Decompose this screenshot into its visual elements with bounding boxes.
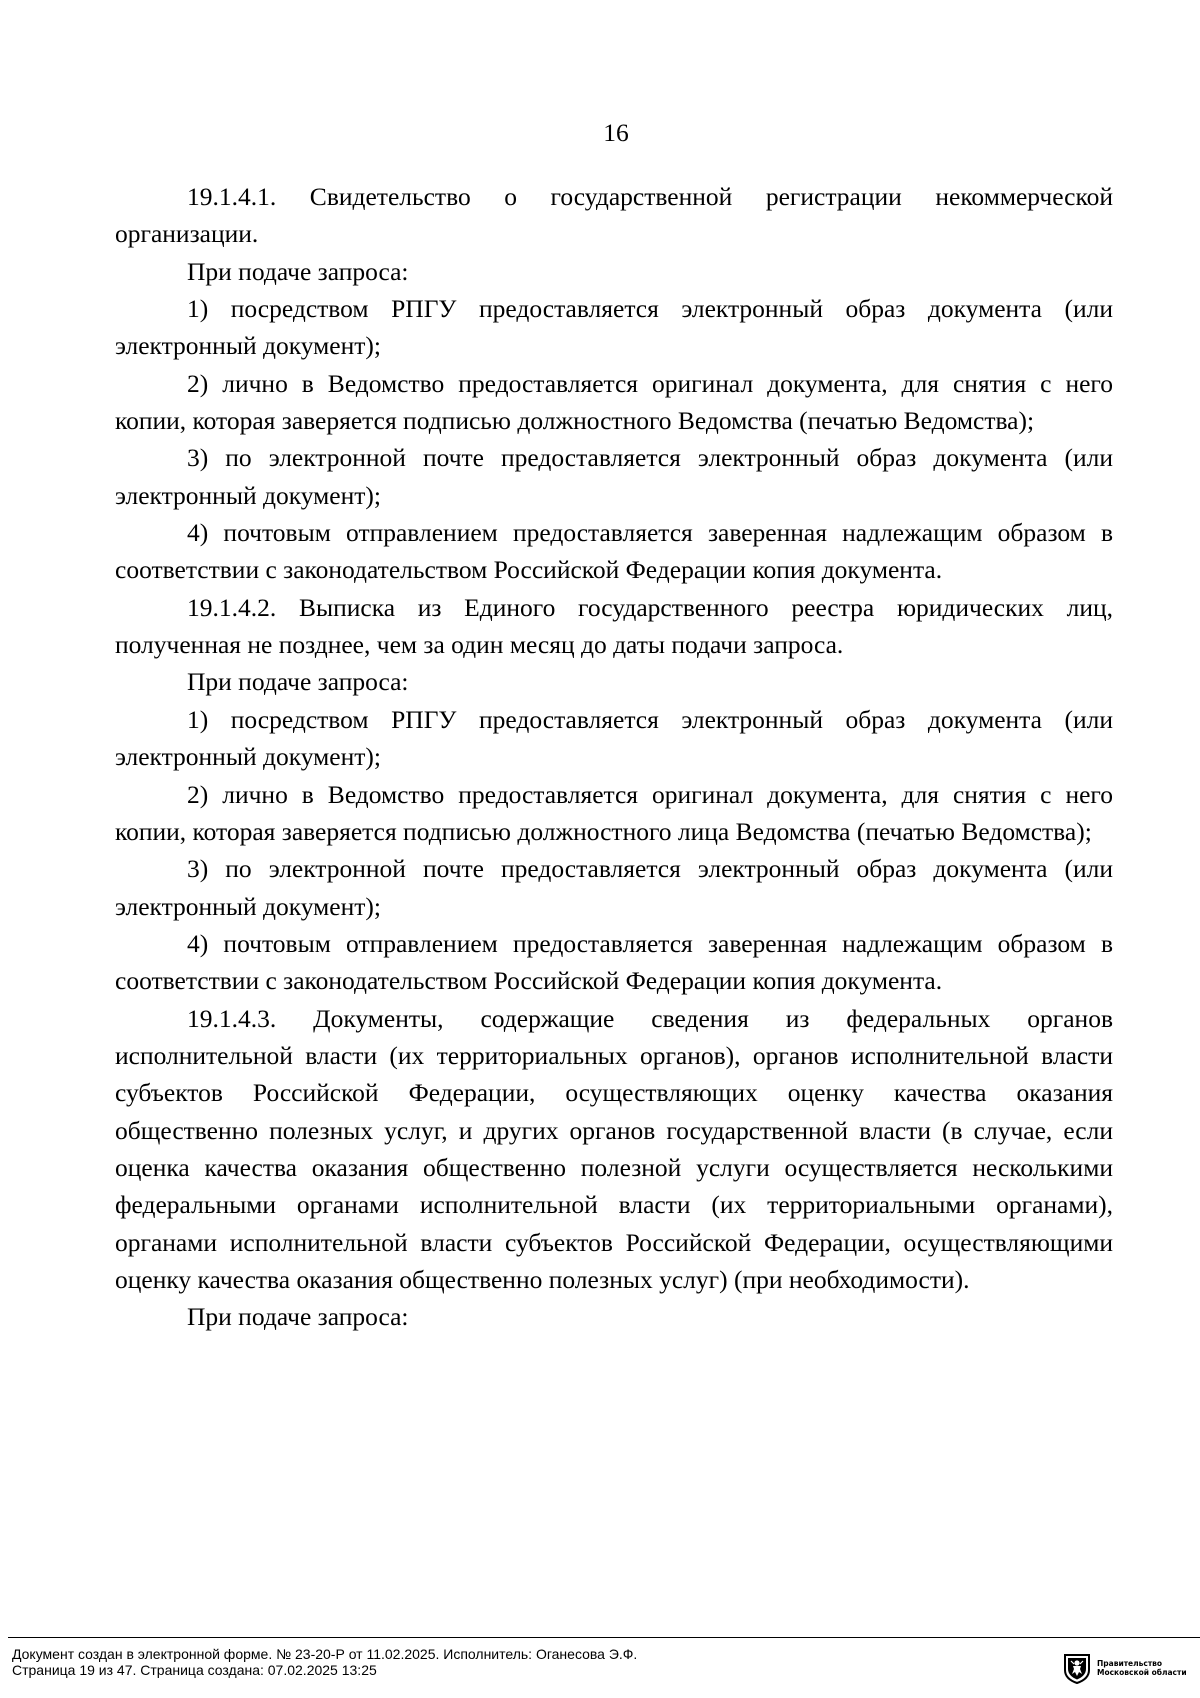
- paragraph-request-intro: При подаче запроса:: [187, 1302, 409, 1332]
- document-body: [115, 178, 1113, 1336]
- paragraph-request-intro: При подаче запроса:: [187, 256, 409, 286]
- paragraph-request-intro: При подаче запроса:: [187, 667, 409, 697]
- paragraph-19-1-4-2: 19.1.4.2. Выписка из Единого государственного реестра юридических лиц, полученная не позднее, чем за один месяц до даты подачи запроса.: [115, 592, 1113, 660]
- paragraph-19-1-4-1: 19.1.4.1. Свидетельство о государственной регистрации некоммерческой организации.: [115, 182, 1113, 249]
- list-item: 4) почтовым отправлением предоставляется заверенная надлежащим образом в соответствии с законодательством Российской Федерации копия документа.: [115, 518, 1113, 585]
- footer-info: [12, 1647, 637, 1678]
- list-item: 1) посредством РПГУ предоставляется электронный образ документа (или электронный документ);: [115, 294, 1113, 361]
- list-item: 2) лично в Ведомство предоставляется оригинал документа, для снятия с него копии, которая заверяется подписью должностного лица Ведомства (печатью Ведомства);: [115, 779, 1113, 846]
- paragraph-19-1-4-3: 19.1.4.3. Документы, содержащие сведения из федеральных органов исполнительной власти (их территориальных органов), органов исполнительной власти субъектов Российской Федерации, осуществляющих оценку качества оказания общественно полезных услуг, и других органов государственной власти (в случае, если оценка качества оказания общественно полезной услуги осуществляется несколькими федеральными органами исполнительной власти (их территориальными органами), органами исполнительной власти субъектов Российской Федерации, осуществляющими оценку качества оказания общественно полезных услуг) (при необходимости).: [115, 1003, 1113, 1294]
- coat-of-arms-icon: [1062, 1652, 1092, 1684]
- list-item: 3) по электронной почте предоставляется электронный образ документа (или электронный документ);: [115, 443, 1113, 510]
- logo-line-2: Московской области: [1097, 1668, 1187, 1677]
- footer-page-info: Страница 19 из 47. Страница создана: 07.02.2025 13:25: [12, 1661, 377, 1678]
- list-item: 4) почтовым отправлением предоставляется заверенная надлежащим образом в соответствии с законодательством Российской Федерации копия документа.: [115, 928, 1113, 996]
- list-item: 1) посредством РПГУ предоставляется электронный образ документа (или электронный документ);: [115, 704, 1113, 772]
- footer-document-info: Документ создан в электронной форме. № 23-20-Р от 11.02.2025. Исполнитель: Оганесова Э.Ф.: [12, 1646, 638, 1662]
- list-item: 3) по электронной почте предоставляется электронный образ документа (или электронный документ);: [115, 854, 1113, 921]
- logo-caption: [1097, 1659, 1187, 1677]
- footer-divider: [8, 1637, 1200, 1638]
- logo-line-1: Правительство: [1097, 1659, 1163, 1668]
- government-logo: [1062, 1652, 1187, 1684]
- page-number: 16: [603, 118, 629, 147]
- list-item: 2) лично в Ведомство предоставляется оригинал документа, для снятия с него копии, которая заверяется подписью должностного Ведомства (печатью Ведомства);: [115, 368, 1113, 436]
